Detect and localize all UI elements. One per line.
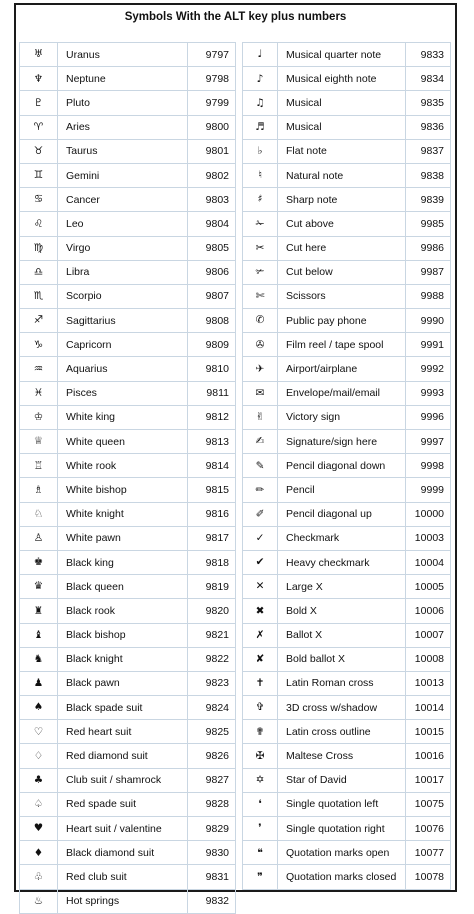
table-row — [20, 212, 236, 236]
symbol-name: Musical eighth note — [278, 67, 406, 91]
symbol-glyph-icon: ♉ — [20, 139, 58, 163]
symbol-name: Capricorn — [58, 333, 188, 357]
symbol-name: White pawn — [58, 526, 188, 550]
symbol-glyph-icon: ♕ — [20, 430, 58, 454]
symbol-name: Hot springs — [58, 889, 188, 913]
alt-code: 9820 — [188, 599, 236, 623]
table-row — [20, 792, 236, 816]
symbol-name: Cut above — [278, 212, 406, 236]
symbol-name: Cut here — [278, 236, 406, 260]
symbol-glyph-icon: ✓ — [243, 526, 278, 550]
symbol-name: Uranus — [58, 43, 188, 67]
table-row — [20, 720, 236, 744]
alt-code: 10075 — [406, 792, 451, 816]
alt-code: 9807 — [188, 284, 236, 308]
symbol-glyph-icon: ✗ — [243, 623, 278, 647]
table-row — [20, 236, 236, 260]
table-row — [20, 744, 236, 768]
symbol-glyph-icon: ✔ — [243, 550, 278, 574]
symbol-name: Heavy checkmark — [278, 550, 406, 574]
symbol-glyph-icon: ♯ — [243, 188, 278, 212]
alt-code: 10076 — [406, 817, 451, 841]
alt-code: 9823 — [188, 671, 236, 695]
table-row — [243, 671, 451, 695]
alt-code: 10000 — [406, 502, 451, 526]
symbol-glyph-icon: ✄ — [243, 284, 278, 308]
alt-code: 9815 — [188, 478, 236, 502]
table-row — [20, 381, 236, 405]
alt-code: 10077 — [406, 841, 451, 865]
table-row — [20, 333, 236, 357]
symbol-name: Bold X — [278, 599, 406, 623]
table-row — [20, 188, 236, 212]
symbol-glyph-icon: ✝ — [243, 671, 278, 695]
symbol-glyph-icon: ✂ — [243, 236, 278, 260]
alt-code: 9999 — [406, 478, 451, 502]
symbol-name: Airport/airplane — [278, 357, 406, 381]
table-row — [20, 91, 236, 115]
table-row — [243, 526, 451, 550]
alt-code: 10004 — [406, 550, 451, 574]
table-row — [20, 284, 236, 308]
symbol-glyph-icon: ❜ — [243, 817, 278, 841]
alt-code: 10015 — [406, 720, 451, 744]
symbol-name: Pencil diagonal up — [278, 502, 406, 526]
alt-code: 9804 — [188, 212, 236, 236]
table-row — [243, 623, 451, 647]
alt-code: 9805 — [188, 236, 236, 260]
symbol-glyph-icon: ✌ — [243, 405, 278, 429]
alt-code: 10006 — [406, 599, 451, 623]
alt-code: 9829 — [188, 817, 236, 841]
alt-code: 9819 — [188, 575, 236, 599]
alt-code: 9800 — [188, 115, 236, 139]
alt-code: 9990 — [406, 309, 451, 333]
table-row — [20, 841, 236, 865]
table-row — [20, 550, 236, 574]
table-row — [20, 43, 236, 67]
symbol-name: Libra — [58, 260, 188, 284]
table-row — [20, 454, 236, 478]
table-row — [243, 309, 451, 333]
symbol-glyph-icon: ♦ — [20, 841, 58, 865]
table-row — [20, 139, 236, 163]
symbol-name: Red club suit — [58, 865, 188, 889]
symbol-name: Black knight — [58, 647, 188, 671]
alt-code: 9828 — [188, 792, 236, 816]
symbol-glyph-icon: ♥ — [20, 817, 58, 841]
symbol-glyph-icon: ✞ — [243, 696, 278, 720]
symbol-name: Club suit / shamrock — [58, 768, 188, 792]
alt-code: 9835 — [406, 91, 451, 115]
alt-code: 9817 — [188, 526, 236, 550]
symbol-glyph-icon: ♫ — [243, 91, 278, 115]
symbol-glyph-icon: ♋ — [20, 188, 58, 212]
table-row — [20, 405, 236, 429]
symbol-glyph-icon: ♐ — [20, 309, 58, 333]
symbol-name: Red spade suit — [58, 792, 188, 816]
symbol-glyph-icon: ♬ — [243, 115, 278, 139]
alt-code: 10016 — [406, 744, 451, 768]
symbol-glyph-icon: ♭ — [243, 139, 278, 163]
symbol-name: Musical — [278, 115, 406, 139]
table-row — [243, 236, 451, 260]
table-row — [243, 405, 451, 429]
symbol-glyph-icon: ✖ — [243, 599, 278, 623]
table-row — [243, 43, 451, 67]
alt-code: 9831 — [188, 865, 236, 889]
table-row — [243, 91, 451, 115]
symbol-name: Pluto — [58, 91, 188, 115]
symbol-name: Virgo — [58, 236, 188, 260]
symbol-name: Ballot X — [278, 623, 406, 647]
symbol-name: White knight — [58, 502, 188, 526]
alt-code: 9992 — [406, 357, 451, 381]
alt-code: 9839 — [406, 188, 451, 212]
alt-code: 10003 — [406, 526, 451, 550]
symbol-name: Star of David — [278, 768, 406, 792]
symbol-glyph-icon: ✇ — [243, 333, 278, 357]
symbol-name: Single quotation right — [278, 817, 406, 841]
alt-code: 9987 — [406, 260, 451, 284]
alt-code: 9998 — [406, 454, 451, 478]
symbol-name: White king — [58, 405, 188, 429]
symbol-glyph-icon: ♜ — [20, 599, 58, 623]
table-row — [243, 792, 451, 816]
alt-code: 9811 — [188, 381, 236, 405]
table-row — [243, 115, 451, 139]
table-row — [243, 454, 451, 478]
table-row — [20, 671, 236, 695]
alt-code: 9810 — [188, 357, 236, 381]
alt-code: 9988 — [406, 284, 451, 308]
alt-code: 10013 — [406, 671, 451, 695]
alt-code: 10008 — [406, 647, 451, 671]
symbol-name: Maltese Cross — [278, 744, 406, 768]
symbol-glyph-icon: ♪ — [243, 67, 278, 91]
table-row — [243, 260, 451, 284]
symbol-glyph-icon: ✕ — [243, 575, 278, 599]
symbol-name: Single quotation left — [278, 792, 406, 816]
alt-code: 9802 — [188, 163, 236, 187]
symbol-glyph-icon: ♓ — [20, 381, 58, 405]
symbol-name: Latin cross outline — [278, 720, 406, 744]
symbol-name: Musical quarter note — [278, 43, 406, 67]
alt-code: 9824 — [188, 696, 236, 720]
alt-code: 9821 — [188, 623, 236, 647]
table-row — [243, 599, 451, 623]
table-row — [243, 139, 451, 163]
alt-code: 9816 — [188, 502, 236, 526]
alt-code: 9996 — [406, 405, 451, 429]
table-row — [243, 163, 451, 187]
table-title: Symbols With the ALT key plus numbers — [124, 11, 347, 23]
alt-code: 9809 — [188, 333, 236, 357]
symbol-glyph-icon: ♆ — [20, 67, 58, 91]
symbol-glyph-icon: ♒ — [20, 357, 58, 381]
symbol-name: Envelope/mail/email — [278, 381, 406, 405]
symbol-name: Black diamond suit — [58, 841, 188, 865]
symbol-glyph-icon: ❛ — [243, 792, 278, 816]
alt-code: 10017 — [406, 768, 451, 792]
symbol-glyph-icon: ♏ — [20, 284, 58, 308]
left-symbol-table — [19, 42, 236, 914]
table-row — [20, 768, 236, 792]
symbol-glyph-icon: ♞ — [20, 647, 58, 671]
symbol-glyph-icon: ♖ — [20, 454, 58, 478]
alt-code: 10005 — [406, 575, 451, 599]
alt-code: 9997 — [406, 430, 451, 454]
table-row — [243, 502, 451, 526]
table-row — [243, 188, 451, 212]
alt-code: 9801 — [188, 139, 236, 163]
symbol-glyph-icon: ♨ — [20, 889, 58, 913]
symbols-table-frame — [14, 3, 457, 908]
table-row — [243, 865, 451, 889]
symbol-glyph-icon: ♇ — [20, 91, 58, 115]
symbol-name: Black pawn — [58, 671, 188, 695]
symbol-name: White bishop — [58, 478, 188, 502]
right-symbol-table — [242, 42, 451, 890]
symbol-name: Pencil diagonal down — [278, 454, 406, 478]
symbol-glyph-icon: ♢ — [20, 744, 58, 768]
table-row — [20, 696, 236, 720]
symbol-glyph-icon: ✠ — [243, 744, 278, 768]
alt-code: 9797 — [188, 43, 236, 67]
symbol-name: Black queen — [58, 575, 188, 599]
symbol-name: Film reel / tape spool — [278, 333, 406, 357]
alt-code: 9837 — [406, 139, 451, 163]
symbol-glyph-icon: ❞ — [243, 865, 278, 889]
symbol-name: Natural note — [278, 163, 406, 187]
alt-code: 9991 — [406, 333, 451, 357]
table-row — [20, 67, 236, 91]
symbol-name: Red diamond suit — [58, 744, 188, 768]
table-row — [20, 163, 236, 187]
symbol-glyph-icon: ✃ — [243, 260, 278, 284]
table-row — [243, 817, 451, 841]
alt-code: 9808 — [188, 309, 236, 333]
symbol-glyph-icon: ♛ — [20, 575, 58, 599]
symbol-glyph-icon: ✆ — [243, 309, 278, 333]
alt-code: 9838 — [406, 163, 451, 187]
table-row — [20, 115, 236, 139]
alt-code: 9833 — [406, 43, 451, 67]
symbol-glyph-icon: ♈ — [20, 115, 58, 139]
symbol-glyph-icon: ♊ — [20, 163, 58, 187]
alt-code: 9798 — [188, 67, 236, 91]
symbol-name: Black king — [58, 550, 188, 574]
symbol-glyph-icon: ✡ — [243, 768, 278, 792]
symbol-glyph-icon: ♠ — [20, 696, 58, 720]
symbol-glyph-icon: ♡ — [20, 720, 58, 744]
alt-code: 9814 — [188, 454, 236, 478]
alt-code: 9836 — [406, 115, 451, 139]
table-row — [20, 599, 236, 623]
symbol-name: Red heart suit — [58, 720, 188, 744]
symbol-glyph-icon: ♣ — [20, 768, 58, 792]
symbol-glyph-icon: ♑ — [20, 333, 58, 357]
table-row — [20, 817, 236, 841]
symbol-name: Victory sign — [278, 405, 406, 429]
symbol-name: Aquarius — [58, 357, 188, 381]
symbol-glyph-icon: ✍ — [243, 430, 278, 454]
alt-code: 9985 — [406, 212, 451, 236]
alt-code: 10007 — [406, 623, 451, 647]
symbol-name: Musical — [278, 91, 406, 115]
symbol-name: Cut below — [278, 260, 406, 284]
symbol-name: 3D cross w/shadow — [278, 696, 406, 720]
table-row — [20, 478, 236, 502]
symbol-glyph-icon: ✎ — [243, 454, 278, 478]
table-row — [243, 768, 451, 792]
symbol-name: Public pay phone — [278, 309, 406, 333]
symbol-glyph-icon: ♍ — [20, 236, 58, 260]
symbol-name: Black rook — [58, 599, 188, 623]
table-row — [243, 67, 451, 91]
table-row — [243, 381, 451, 405]
symbol-glyph-icon: ♧ — [20, 865, 58, 889]
symbol-name: Taurus — [58, 139, 188, 163]
symbol-glyph-icon: ✘ — [243, 647, 278, 671]
symbol-name: Bold ballot X — [278, 647, 406, 671]
symbol-glyph-icon: ♘ — [20, 502, 58, 526]
alt-code: 9812 — [188, 405, 236, 429]
symbol-glyph-icon: ♅ — [20, 43, 58, 67]
table-row — [243, 647, 451, 671]
alt-code: 9827 — [188, 768, 236, 792]
table-row — [20, 865, 236, 889]
symbol-glyph-icon: ✐ — [243, 502, 278, 526]
symbol-name: Scissors — [278, 284, 406, 308]
table-row — [243, 284, 451, 308]
symbol-glyph-icon: ♚ — [20, 550, 58, 574]
alt-code: 10014 — [406, 696, 451, 720]
table-row — [243, 430, 451, 454]
table-row — [20, 575, 236, 599]
table-row — [243, 357, 451, 381]
table-row — [243, 212, 451, 236]
symbol-name: Cancer — [58, 188, 188, 212]
alt-code: 9986 — [406, 236, 451, 260]
table-row — [243, 696, 451, 720]
symbol-name: Leo — [58, 212, 188, 236]
table-row — [20, 309, 236, 333]
table-row — [20, 430, 236, 454]
symbol-glyph-icon: ♮ — [243, 163, 278, 187]
symbol-glyph-icon: ✉ — [243, 381, 278, 405]
symbol-glyph-icon: ✟ — [243, 720, 278, 744]
symbol-name: Sharp note — [278, 188, 406, 212]
symbol-name: Quotation marks open — [278, 841, 406, 865]
table-row — [243, 550, 451, 574]
table-row — [243, 841, 451, 865]
alt-code: 10078 — [406, 865, 451, 889]
symbol-name: Pencil — [278, 478, 406, 502]
symbol-name: Signature/sign here — [278, 430, 406, 454]
symbol-glyph-icon: ✈ — [243, 357, 278, 381]
symbol-glyph-icon: ♩ — [243, 43, 278, 67]
symbol-name: Black bishop — [58, 623, 188, 647]
table-row — [20, 647, 236, 671]
symbol-glyph-icon: ♎ — [20, 260, 58, 284]
symbol-name: White queen — [58, 430, 188, 454]
symbol-name: Aries — [58, 115, 188, 139]
symbol-glyph-icon: ✁ — [243, 212, 278, 236]
table-row — [20, 526, 236, 550]
alt-code: 9822 — [188, 647, 236, 671]
table-row — [20, 260, 236, 284]
symbol-glyph-icon: ♌ — [20, 212, 58, 236]
symbol-name: Gemini — [58, 163, 188, 187]
table-row — [243, 478, 451, 502]
table-row — [20, 623, 236, 647]
alt-code: 9830 — [188, 841, 236, 865]
symbol-name: Checkmark — [278, 526, 406, 550]
table-row — [243, 720, 451, 744]
symbol-glyph-icon: ♟ — [20, 671, 58, 695]
table-row — [243, 333, 451, 357]
symbol-name: Heart suit / valentine — [58, 817, 188, 841]
symbol-glyph-icon: ❝ — [243, 841, 278, 865]
symbol-glyph-icon: ♔ — [20, 405, 58, 429]
symbol-name: Scorpio — [58, 284, 188, 308]
alt-code: 9799 — [188, 91, 236, 115]
symbol-glyph-icon: ♙ — [20, 526, 58, 550]
table-row — [20, 502, 236, 526]
symbol-glyph-icon: ♤ — [20, 792, 58, 816]
alt-code: 9834 — [406, 67, 451, 91]
symbol-name: Neptune — [58, 67, 188, 91]
alt-code: 9832 — [188, 889, 236, 913]
symbol-glyph-icon: ♗ — [20, 478, 58, 502]
table-row — [243, 575, 451, 599]
symbol-name: Latin Roman cross — [278, 671, 406, 695]
alt-code: 9825 — [188, 720, 236, 744]
symbol-name: Black spade suit — [58, 696, 188, 720]
alt-code: 9826 — [188, 744, 236, 768]
table-row — [20, 357, 236, 381]
alt-code: 9993 — [406, 381, 451, 405]
symbol-name: Pisces — [58, 381, 188, 405]
table-row — [243, 744, 451, 768]
symbol-glyph-icon: ♝ — [20, 623, 58, 647]
alt-code: 9803 — [188, 188, 236, 212]
alt-code: 9818 — [188, 550, 236, 574]
symbol-name: White rook — [58, 454, 188, 478]
alt-code: 9806 — [188, 260, 236, 284]
symbol-name: Quotation marks closed — [278, 865, 406, 889]
symbol-name: Sagittarius — [58, 309, 188, 333]
symbol-name: Flat note — [278, 139, 406, 163]
alt-code: 9813 — [188, 430, 236, 454]
table-row — [20, 889, 236, 913]
symbol-glyph-icon: ✏ — [243, 478, 278, 502]
symbol-name: Large X — [278, 575, 406, 599]
